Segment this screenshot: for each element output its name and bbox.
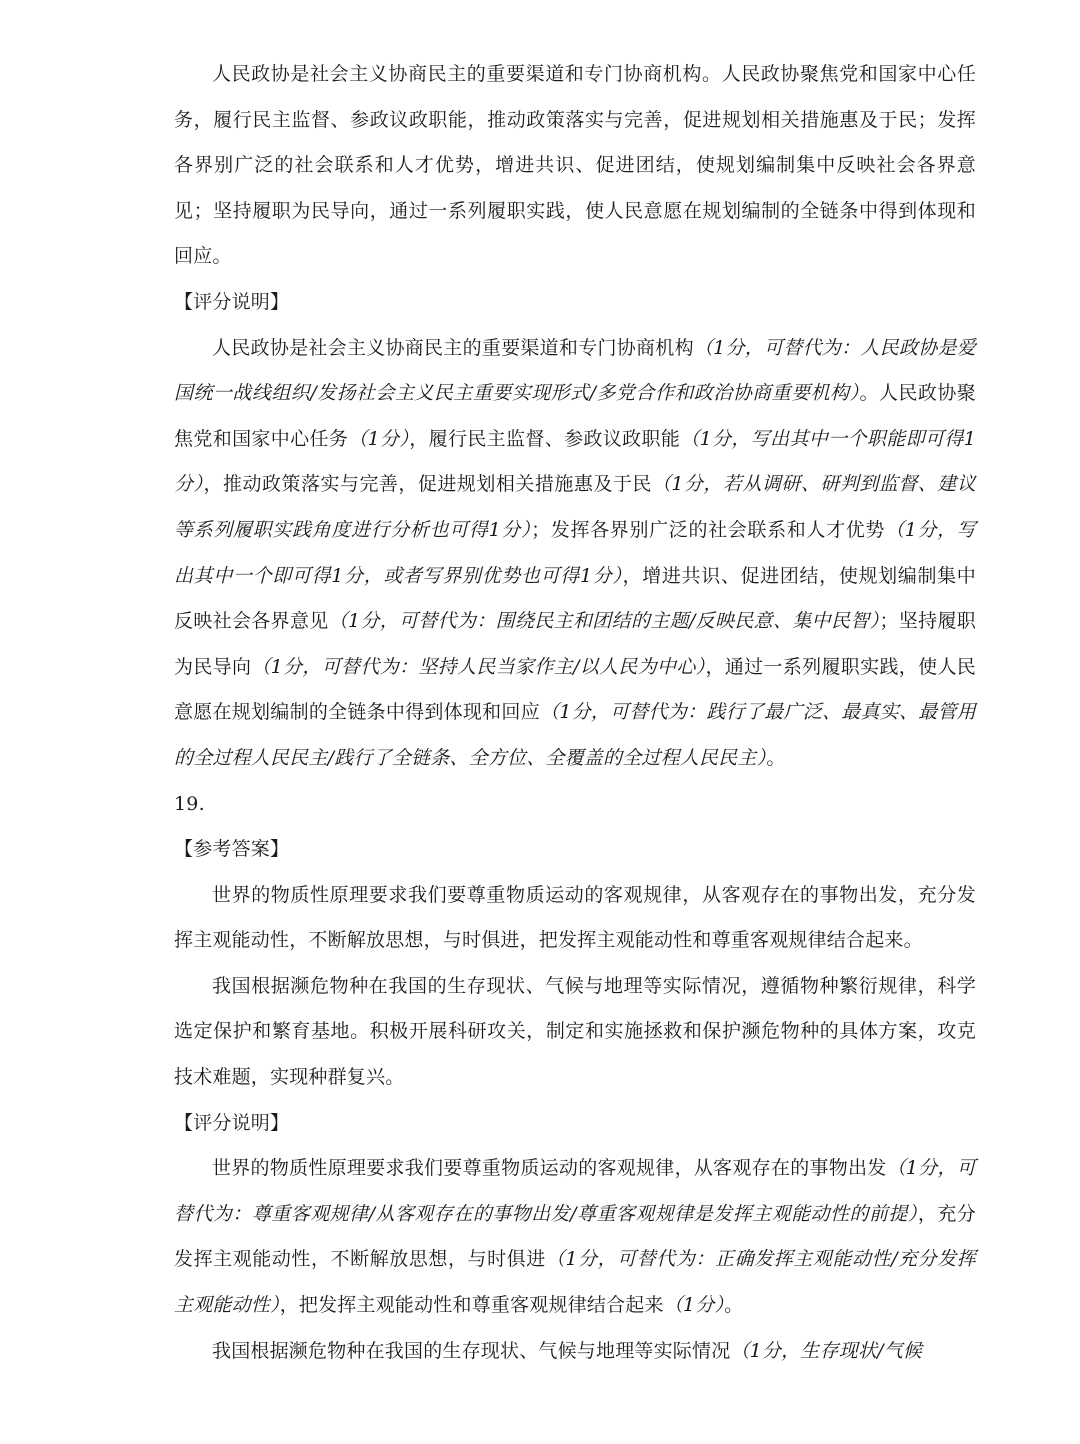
scoring-note: （1分，写出其中一个即可得1分，或者写界别优势也可得1分） — [174, 518, 976, 587]
scoring-note: （1分，可替代为：践行了最广泛、最真实、最管用的全过程人民民主/践行了全链条、全方位、全覆盖的全过程人民民主） — [174, 701, 976, 769]
scoring-note: （1分，写出其中一个职能即可得1分） — [174, 427, 976, 496]
q18-scoring-label: 【评分说明】 — [174, 290, 290, 313]
scoring-note: （1分，生存现状/气候 — [730, 1339, 923, 1362]
scoring-text: 人民政协是社会主义协商民主的重要渠道和专门协商机构 — [212, 336, 694, 359]
q19-scoring-paragraph-1 — [174, 1146, 976, 1328]
q19-answer-paragraph-2: 我国根据濒危物种在我国的生存现状、气候与地理等实际情况，遵循物种繁衍规律，科学选定保护和繁育基地。积极开展科研攻关，制定和实施拯救和保护濒危物种的具体方案，攻克技术难题，实现种群复兴。 — [174, 974, 976, 1089]
q19-scoring-label: 【评分说明】 — [174, 1111, 290, 1134]
scoring-note: （1分，若从调研、研判到监督、建议等系列履职实践角度进行分析也可得1分） — [174, 473, 976, 541]
q18-answer-paragraph: 人民政协是社会主义协商民主的重要渠道和专门协商机构。人民政协聚焦党和国家中心任务，履行民主监督、参政议政职能，推动政策落实与完善，促进规划相关措施惠及于民；发挥各界别广泛的社会联系和人才优势，增进共识、促进团结，使规划编制集中反映社会各界意见；坚持履职为民导向，通过一系列履职实践，使人民意愿在规划编制的全链条中得到体现和回应。 — [174, 63, 976, 268]
q19-answer-label: 【参考答案】 — [174, 838, 290, 861]
scoring-note: （1分，可替代为：坚持人民当家作主/以人民为中心） — [251, 655, 706, 678]
scoring-text: ，推动政策落实与完善，促进规划相关措施惠及于民 — [203, 473, 652, 496]
scoring-text: ，把发挥主观能动性和尊重客观规律结合起来 — [279, 1294, 664, 1317]
scoring-text: ，增进共识、促进团结，使规划编制集中反映社会各界意见 — [174, 564, 976, 633]
scoring-note: （1分，可替代为：围绕民主和团结的主题/反映民意、集中民智） — [328, 610, 880, 633]
scoring-note: （1分，可替代为：正确发挥主观能动性/充分发挥主观能动性） — [174, 1248, 976, 1317]
scoring-text: 。人民政协聚焦党和国家中心任务 — [174, 382, 976, 450]
scoring-text: ；发挥各界别广泛的社会联系和人才优势 — [531, 518, 886, 541]
scoring-text: ，充分发挥主观能动性，不断解放思想，与时俱进 — [174, 1202, 976, 1271]
scoring-text: ，通过一系列履职实践，使人民意愿在规划编制的全链条中得到体现和回应 — [174, 655, 976, 724]
q19-scoring-paragraph-2 — [174, 1329, 976, 1375]
q19-answer-paragraph-1: 世界的物质性原理要求我们要尊重物质运动的客观规律，从客观存在的事物出发，充分发挥主观能动性，不断解放思想，与时俱进，把发挥主观能动性和尊重客观规律结合起来。 — [174, 883, 976, 952]
q18-scoring-paragraph — [174, 326, 976, 782]
scoring-note: （1分） — [348, 427, 410, 450]
scoring-text: 我国根据濒危物种在我国的生存现状、气候与地理等实际情况 — [212, 1339, 731, 1362]
scoring-note: （1分，可替代为：尊重客观规律/从客观存在的事物出发/尊重客观规律是发挥主观能动性的前提） — [174, 1157, 976, 1225]
q19-number: 19. — [174, 792, 205, 815]
scoring-text: 。 — [766, 746, 786, 769]
scoring-text: 世界的物质性原理要求我们要尊重物质运动的客观规律，从客观存在的事物出发 — [212, 1157, 887, 1180]
scoring-text: ，履行民主监督、参政议政职能 — [409, 427, 681, 450]
scoring-text: ；坚持履职为民导向 — [174, 610, 976, 678]
scoring-note: （1分） — [663, 1294, 725, 1317]
scoring-note: （1分，可替代为：人民政协是爱国统一战线组织/发扬社会主义民主重要实现形式/多党合作和政治协商重要机构） — [174, 336, 976, 405]
scoring-text: 。 — [724, 1294, 744, 1317]
